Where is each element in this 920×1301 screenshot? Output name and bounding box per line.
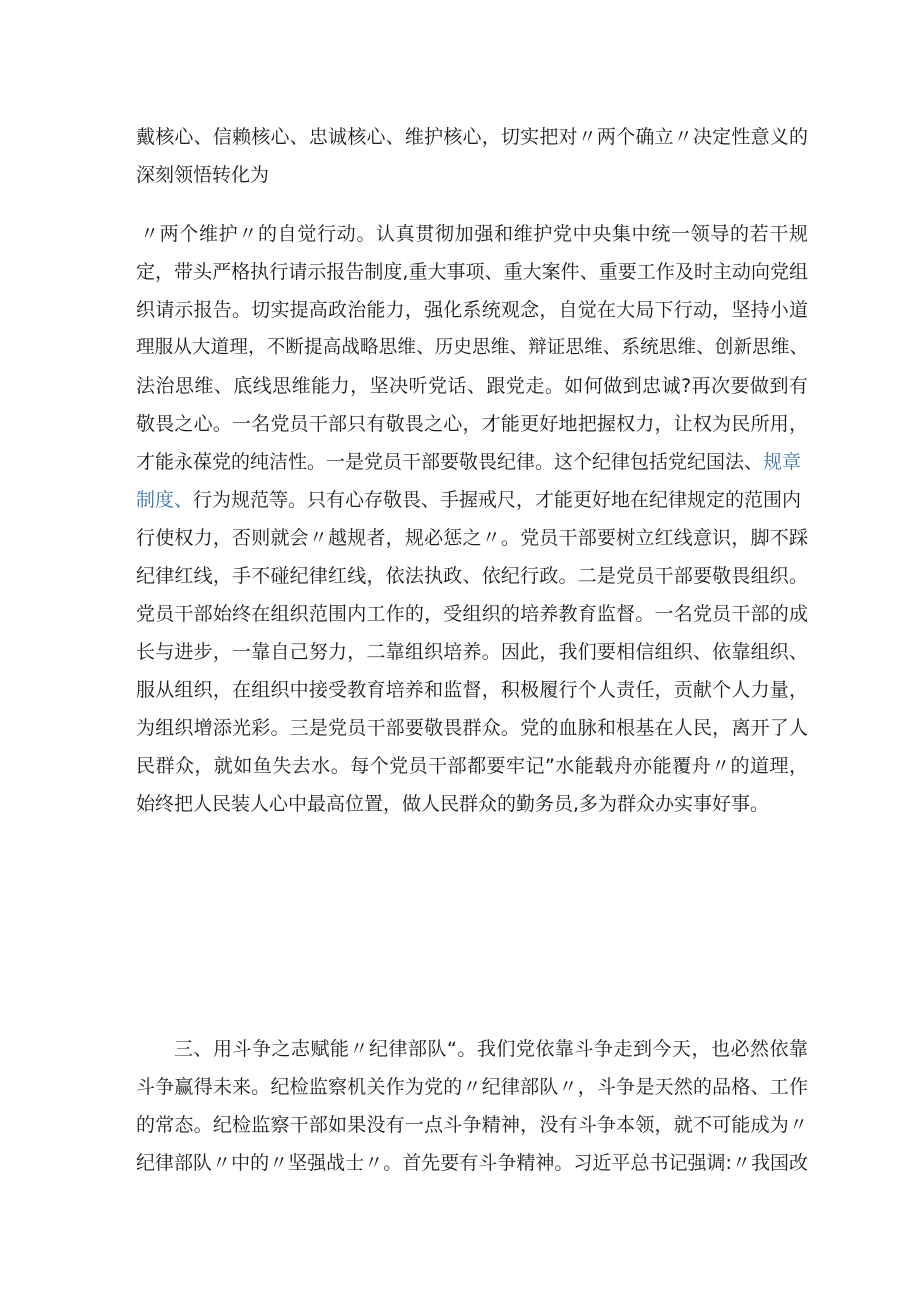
text-line: 民群众，就如鱼失去水。每个党员干部都要牢记”水能载舟亦能覆舟〃的道理，	[136, 755, 808, 777]
text-line	[136, 443, 808, 481]
text-line	[136, 481, 808, 519]
text-line: 长与进步，一靠自己努力，二靠组织培养。因此，我们要相信组织、依靠组织、	[136, 641, 808, 663]
text-line: 的常态。纪检监察干部如果没有一点斗争精神，没有斗争本领，就不可能成为〃	[136, 1114, 808, 1136]
link-rules[interactable]: 规章	[763, 451, 802, 473]
text-line: 三、用斗争之志赋能〃纪律部队“。我们党依靠斗争走到今天，也必然依靠	[174, 1038, 808, 1060]
text-line: 〃两个维护〃的自觉行动。认真贯彻加强和维护党中央集中统一领导的若干规	[140, 223, 808, 245]
text-line: 织请示报告。切实提高政治能力，强化系统观念，自觉在大局下行动，坚持小道	[136, 299, 808, 321]
text-line: 敬畏之心。一名党员干部只有敬畏之心，才能更好地把握权力，让权为民所用，	[136, 413, 808, 435]
text-line: 戴核心、信赖核心、忠诚核心、维护核心，切实把对〃两个确立〃决定性意义的	[136, 126, 808, 148]
paragraph-3	[136, 1030, 808, 1182]
text-segment: 行为规范等。只有心存敬畏、手握戒尺，才能更好地在纪律规定的范围内	[193, 489, 802, 511]
paragraph-1	[136, 118, 808, 194]
text-line: 理服从大道理，不断提高战略思维、历史思维、辩证思维、系统思维、创新思维、	[136, 337, 808, 358]
text-line: 服从组织，在组织中接受教育培养和监督，积极履行个人责任，贡献个人力量，	[136, 679, 808, 701]
text-line: 纪律部队〃中的〃坚强战士〃。首先要有斗争精神。习近平总书记强调:〃我国改	[136, 1152, 808, 1174]
text-segment: 才能永葆党的纯洁性。一是党员干部要敬畏纪律。这个纪律包括党纪国法、	[136, 451, 764, 473]
text-line: 党员干部始终在组织范围内工作的，受组织的培养教育监督。一名党员干部的成	[136, 603, 808, 625]
text-line: 纪律红线，手不碰纪律红线，依法执政、依纪行政。二是党员干部要敬畏组织。	[136, 565, 808, 587]
text-line: 深刻领悟转化为	[136, 164, 270, 186]
text-line: 始终把人民装人心中最高位置，做人民群众的勤务员,多为群众办实事好事。	[136, 793, 770, 815]
link-system[interactable]: 制度、	[136, 489, 194, 511]
text-line: 为组织增添光彩。三是党员干部要敬畏群众。党的血脉和根基在人民，离开了人	[136, 717, 808, 739]
text-line: 斗争赢得未来。纪检监察机关作为党的〃纪律部队〃，斗争是天然的品格、工作	[136, 1076, 808, 1098]
text-line: 定，带头严格执行请示报告制度,重大事项、重大案件、重要工作及时主动向党组	[136, 261, 808, 283]
paragraph-2	[136, 215, 808, 823]
text-line: 行使权力，否则就会〃越规者，规必惩之〃。党员干部要树立红线意识，脚不踩	[136, 527, 808, 549]
text-line: 法治思维、底线思维能力，坚决听党话、跟党走。如何做到忠诚?再次要做到有	[136, 375, 808, 397]
